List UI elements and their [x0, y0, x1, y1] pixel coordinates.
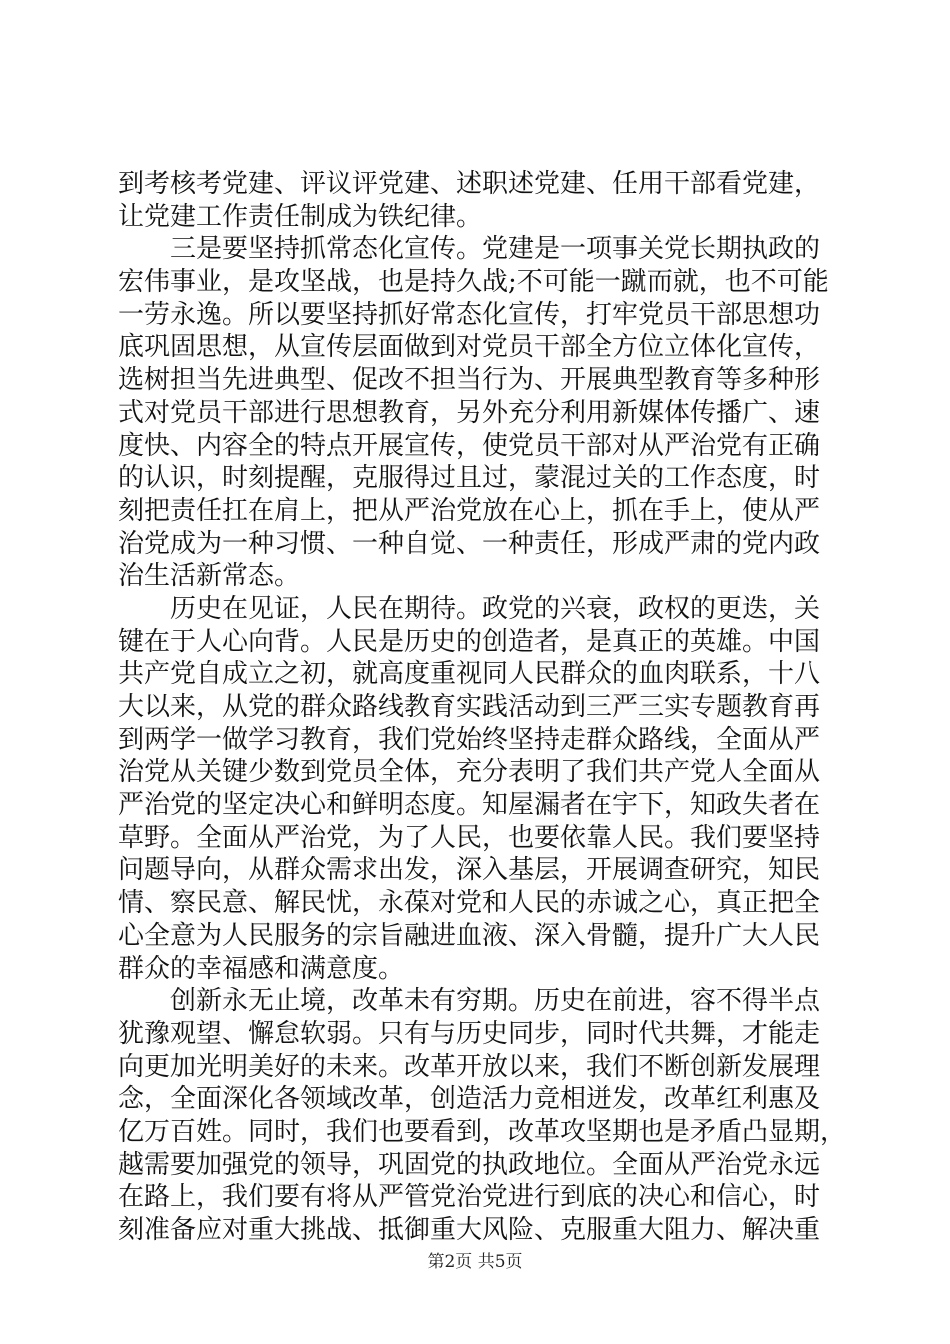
text-line: 底巩固思想，从宣传层面做到对党员干部全方位立体化宣传， [118, 332, 821, 363]
text-line: 刻准备应对重大挑战、抵御重大风险、克服重大阻力、解决重 [118, 1215, 821, 1245]
text-line: 治生活新常态。 [118, 561, 301, 592]
paragraph-start-line: 创新永无止境，改革未有穷期。历史在前进，容不得半点 [170, 986, 821, 1017]
text-line: 草野。全面从严治党，为了人民，也要依靠人民。我们要坚持 [118, 822, 821, 853]
text-line: 治党从关键少数到党员全体，充分表明了我们共产党人全面从 [118, 757, 821, 788]
text-line: 共产党自成立之初，就高度重视同人民群众的血肉联系，十八 [118, 659, 821, 690]
text-line: 群众的幸福感和满意度。 [118, 953, 405, 984]
text-line: 选树担当先进典型、促改不担当行为、开展典型教育等多种形 [118, 365, 821, 396]
text-line: 在路上，我们要有将从严管党治党进行到底的决心和信心，时 [118, 1182, 821, 1213]
text-line: 到两学一做学习教育，我们党始终坚持走群众路线，全面从严 [118, 724, 821, 755]
text-line: 度快、内容全的特点开展宣传，使党员干部对从严治党有正确 [118, 430, 821, 461]
text-line: 宏伟事业，是攻坚战，也是持久战;不可能一蹴而就，也不可能 [118, 267, 829, 298]
text-line: 一劳永逸。所以要坚持抓好常态化宣传，打牢党员干部思想功 [118, 299, 821, 330]
text-line: 情、察民意、解民忧，永葆对党和人民的赤诚之心，真正把全 [118, 888, 821, 919]
page-number-footer: 第2页 共5页 [427, 1252, 523, 1272]
text-line: 严治党的坚定决心和鲜明态度。知屋漏者在宇下，知政失者在 [118, 790, 821, 821]
text-line: 大以来，从党的群众路线教育实践活动到三严三实专题教育再 [118, 692, 821, 722]
text-line: 让党建工作责任制成为铁纪律。 [118, 201, 483, 232]
text-line: 心全意为人民服务的宗旨融进血液、深入骨髓，提升广大人民 [118, 920, 821, 951]
text-line: 越需要加强党的领导，巩固党的执政地位。全面从严治党永远 [118, 1149, 821, 1180]
text-line: 治党成为一种习惯、一种自觉、一种责任，形成严肃的党内政 [118, 528, 821, 559]
text-line: 的认识，时刻提醒，克服得过且过，蒙混过关的工作态度，时 [118, 463, 821, 494]
text-line: 刻把责任扛在肩上，把从严治党放在心上，抓在手上，使从严 [118, 495, 821, 526]
text-line: 犹豫观望、懈怠软弱。只有与历史同步，同时代共舞，才能走 [118, 1018, 821, 1049]
text-line: 念，全面深化各领域改革，创造活力竞相迸发，改革红利惠及 [118, 1084, 821, 1115]
text-line: 向更加光明美好的未来。改革开放以来，我们不断创新发展理 [118, 1051, 821, 1082]
text-line: 亿万百姓。同时，我们也要看到，改革攻坚期也是矛盾凸显期， [118, 1116, 847, 1147]
text-line: 问题导向，从群众需求出发，深入基层，开展调查研究，知民 [118, 855, 821, 886]
text-line: 到考核考党建、评议评党建、述职述党建、任用干部看党建， [118, 169, 821, 199]
text-line: 键在于人心向背。人民是历史的创造者，是真正的英雄。中国 [118, 626, 821, 657]
body-text [118, 168, 847, 1247]
paragraph-start-line: 三是要坚持抓常态化宣传。党建是一项事关党长期执政的 [170, 234, 821, 265]
paragraph-start-line: 历史在见证，人民在期待。政党的兴衰，政权的更迭，关 [170, 593, 821, 624]
text-line: 式对党员干部进行思想教育，另外充分利用新媒体传播广、速 [118, 397, 821, 428]
